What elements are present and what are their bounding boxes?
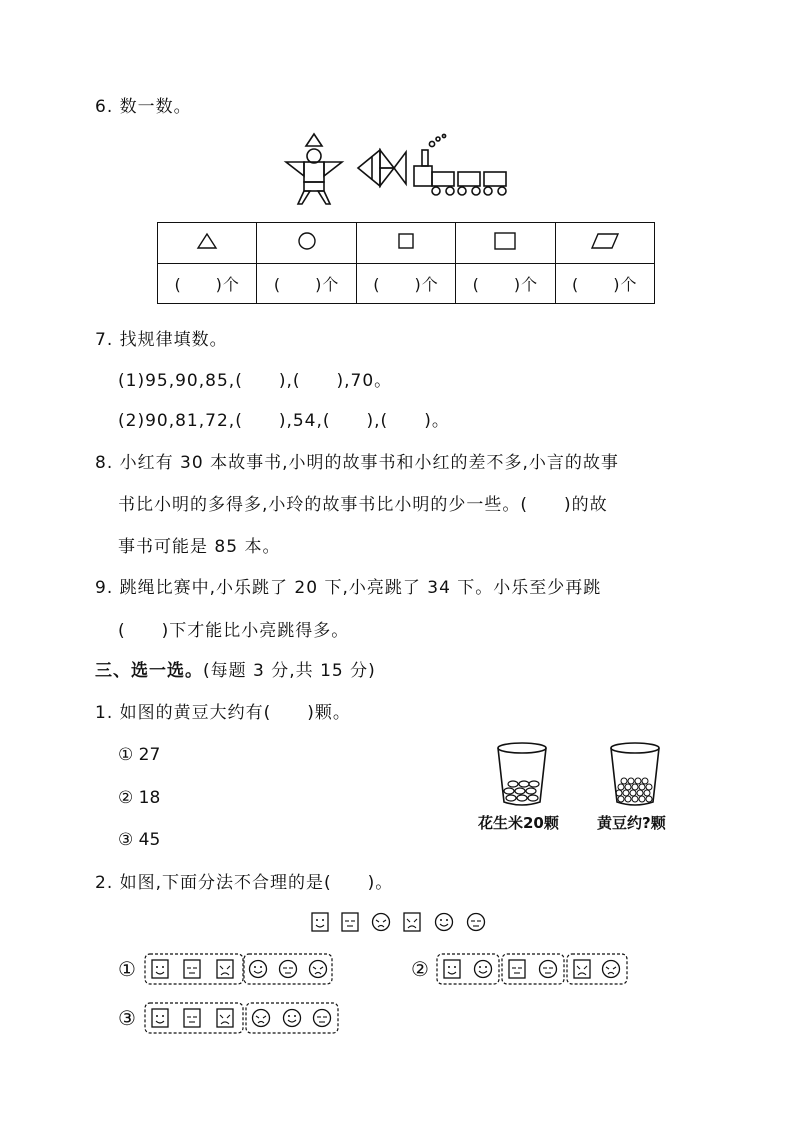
- q8-line3: 事书可能是 85 本。: [118, 537, 281, 557]
- s3q1-option-2[interactable]: ② 18: [118, 788, 161, 808]
- s3q2-title: 2. 如图,下面分法不合理的是( )。: [95, 873, 394, 893]
- s3q1-title: 1. 如图的黄豆大约有( )颗。: [95, 703, 351, 723]
- q9-line2: ( )下才能比小亮跳得多。: [118, 621, 350, 641]
- q9-line1: 9. 跳绳比赛中,小乐跳了 20 下,小亮跳了 34 下。小乐至少再跳: [95, 578, 602, 598]
- reference-faces: [312, 913, 485, 931]
- q8-line2: 书比小明的多得多,小玲的故事书比小明的少一些。( )的故: [118, 495, 608, 515]
- s3q1-option-1[interactable]: ① 27: [118, 745, 161, 765]
- grouping-option-1: [145, 954, 332, 984]
- soybean-cup-caption: 黄豆约?颗: [597, 814, 666, 832]
- grouping-option-2: [437, 954, 627, 984]
- answer-cell[interactable]: ( )个: [158, 264, 257, 304]
- q8-line1: 8. 小红有 30 本故事书,小明的故事书和小红的差不多,小言的故事: [95, 453, 619, 473]
- s3q2-mark-2[interactable]: ②: [411, 957, 429, 981]
- s3q1-option-3[interactable]: ③ 45: [118, 830, 161, 850]
- section3-title: 三、选一选。: [95, 661, 203, 681]
- peanut-cup-caption: 花生米20颗: [478, 814, 559, 832]
- answer-cell[interactable]: ( )个: [356, 264, 455, 304]
- s3q2-mark-1[interactable]: ①: [118, 957, 136, 981]
- q7-line2: (2)90,81,72,( ),54,( ),( )。: [118, 411, 450, 431]
- grouping-option-3: [145, 1003, 338, 1033]
- s3q2-mark-3[interactable]: ③: [118, 1006, 136, 1030]
- q7-title: 7. 找规律填数。: [95, 330, 228, 350]
- q7-line1: (1)95,90,85,( ),( ),70。: [118, 371, 393, 391]
- q6-title: 6. 数一数。: [95, 97, 192, 117]
- section3-points: (每题 3 分,共 15 分): [203, 661, 376, 681]
- answer-cell[interactable]: ( )个: [257, 264, 356, 304]
- answer-cell[interactable]: ( )个: [456, 264, 555, 304]
- answer-cell[interactable]: ( )个: [555, 264, 654, 304]
